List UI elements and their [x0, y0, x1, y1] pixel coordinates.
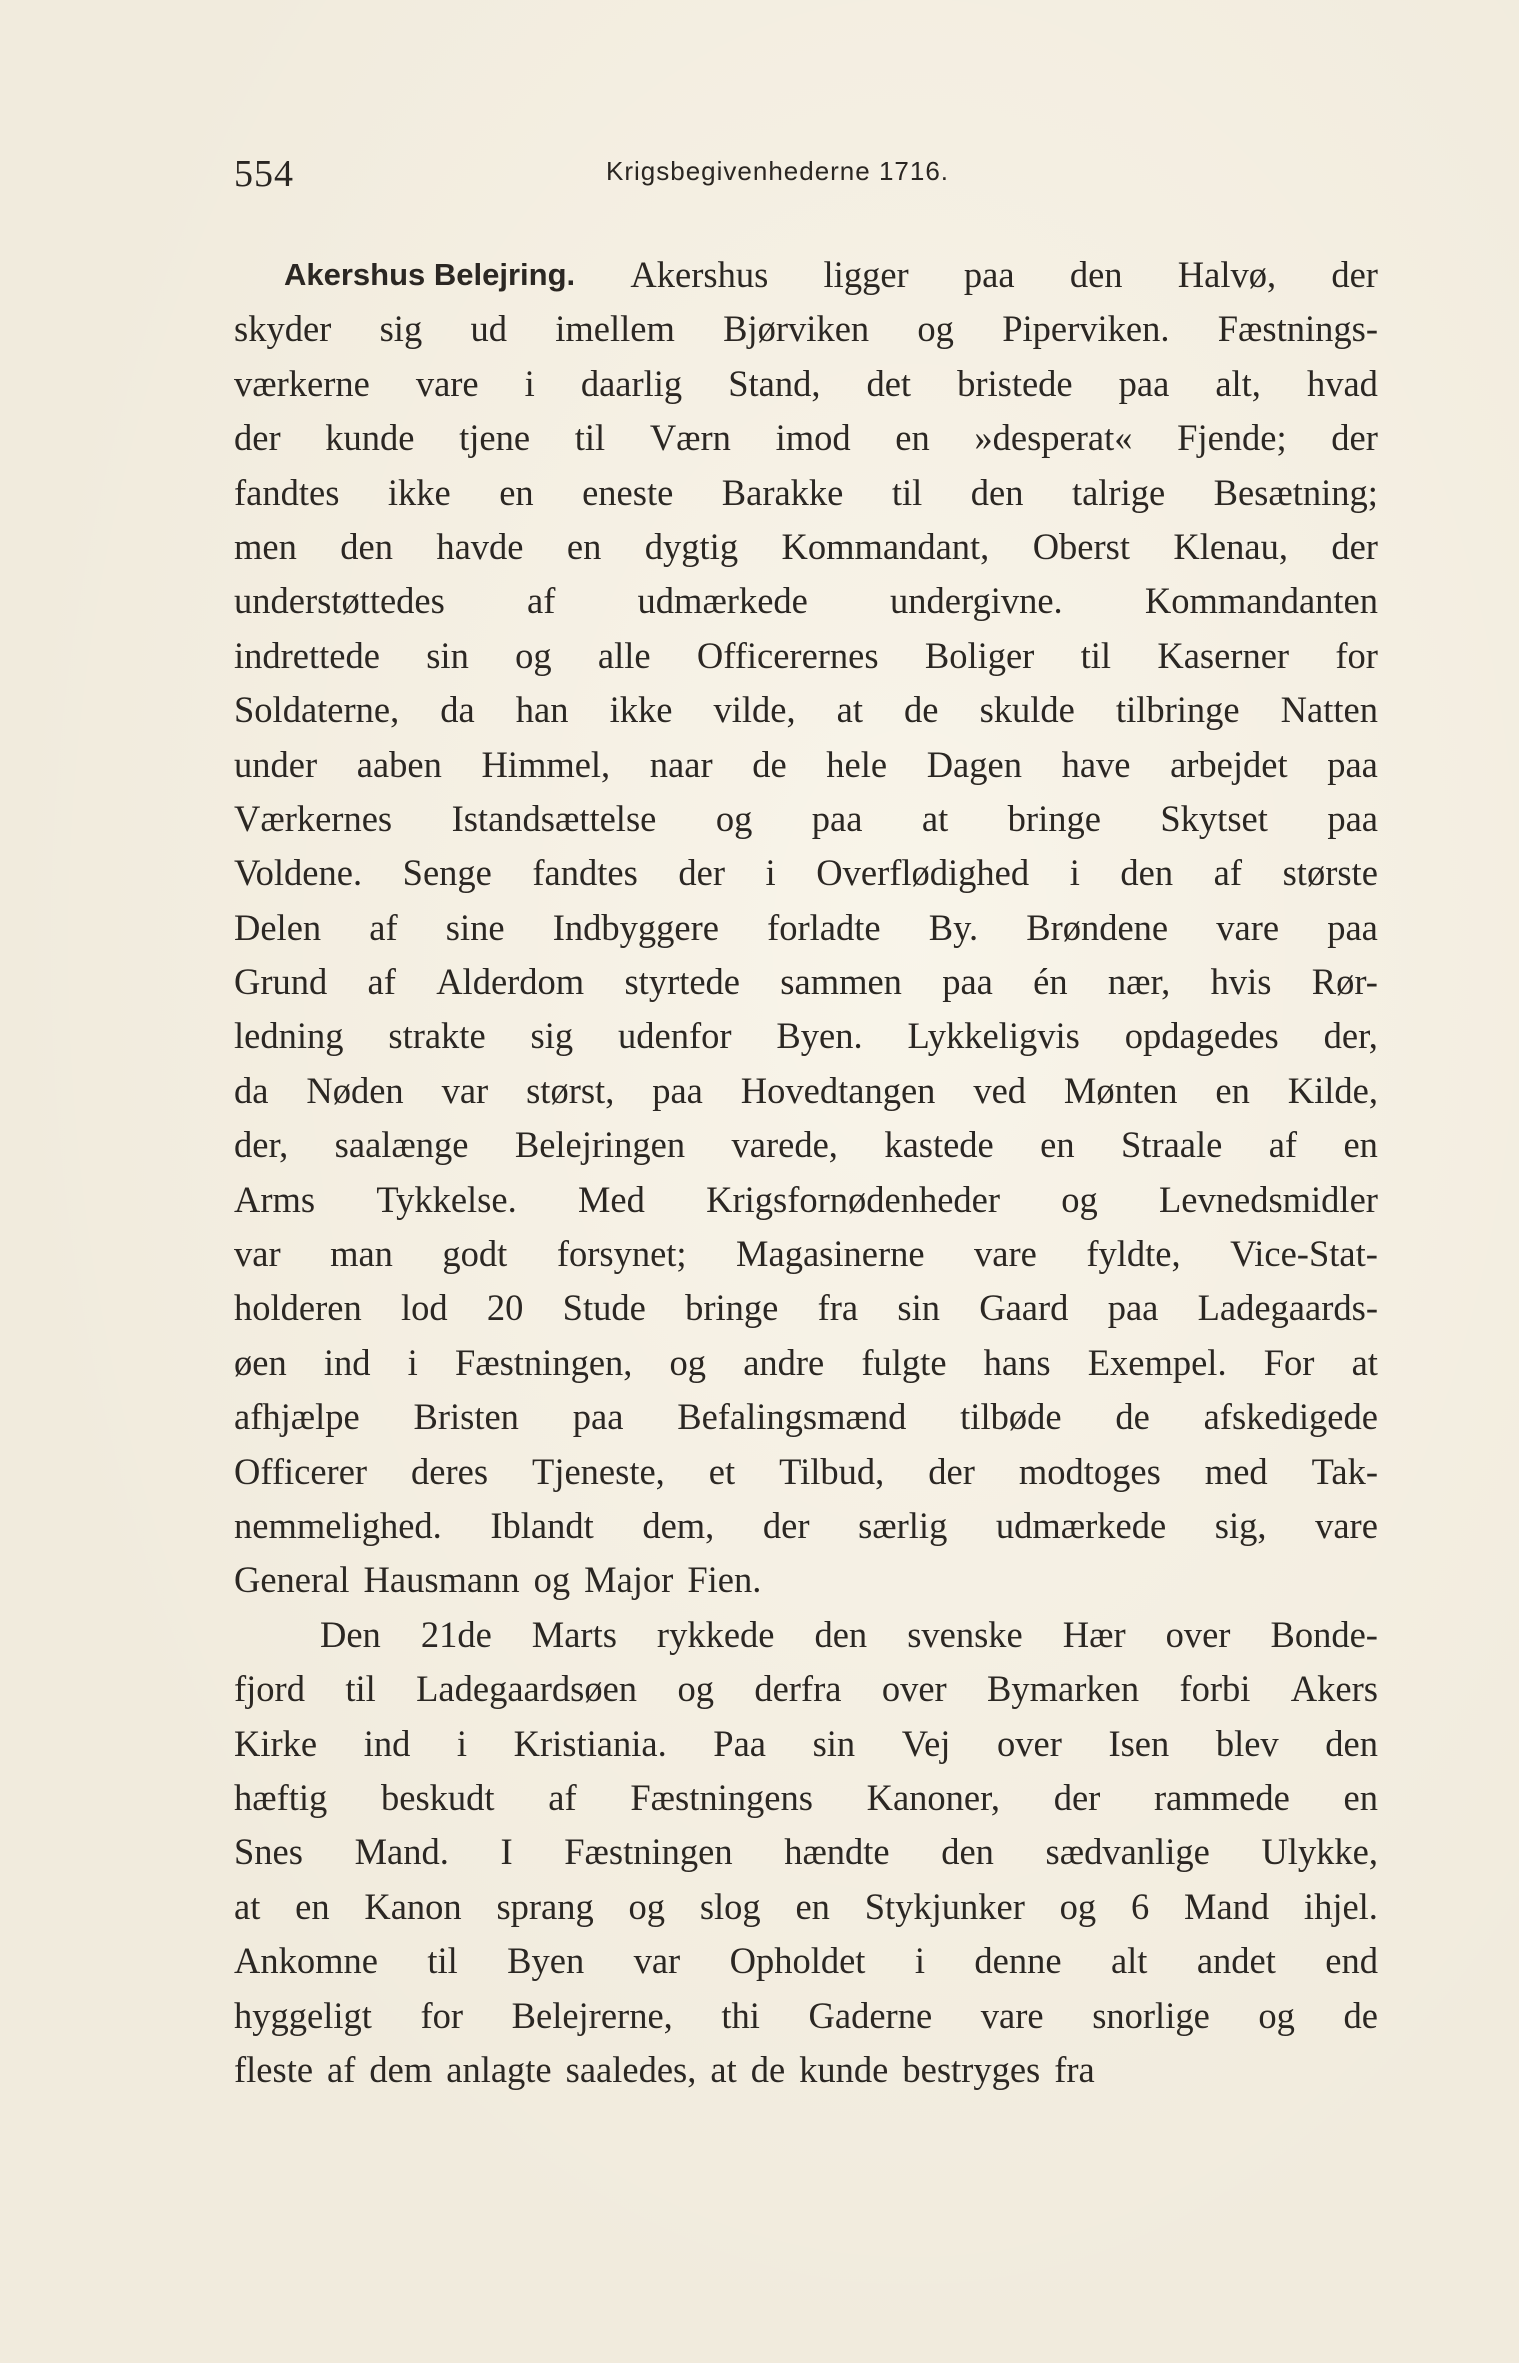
- text-line: Ankomne til Byen var Opholdet i denne alt andet end: [234, 1940, 1378, 1982]
- text-line: værkerne vare i daarlig Stand, det bristede paa alt, hvad: [234, 362, 1378, 404]
- text-line: fandtes ikke en eneste Barakke til den talrige Besætning;: [234, 471, 1378, 513]
- running-head: Krigsbegivenhederne 1716.: [606, 156, 950, 186]
- paragraph: [234, 1608, 1378, 2098]
- text-line: indrettede sin og alle Officerernes Boliger til Kaserner for: [234, 634, 1378, 676]
- text-line: Den 21de Marts rykkede den svenske Hær over Bonde-: [320, 1613, 1378, 1655]
- text-line: men den havde en dygtig Kommandant, Oberst Klenau, der: [234, 525, 1378, 567]
- text-line: der kunde tjene til Værn imod en »desperat« Fjende; der: [234, 417, 1378, 459]
- page-header: [234, 152, 1374, 198]
- text-line: afhjælpe Bristen paa Befalingsmænd tilbøde de afskedigede: [234, 1396, 1378, 1438]
- text-line: Grund af Alderdom styrtede sammen paa én nær, hvis Rør-: [234, 961, 1378, 1003]
- text-line: Voldene. Senge fandtes der i Overflødighed i den af største: [234, 852, 1378, 894]
- text-line: var man godt forsynet; Magasinerne vare fyldte, Vice-Stat-: [234, 1233, 1378, 1275]
- text-line: understøttedes af udmærkede undergivne. Kommandanten: [234, 580, 1378, 622]
- body-text: [234, 248, 1378, 2097]
- text-line: Kirke ind i Kristiania. Paa sin Vej over Isen blev den: [234, 1722, 1378, 1764]
- text-line: Soldaterne, da han ikke vilde, at de skulde tilbringe Natten: [234, 689, 1378, 731]
- text-line: Delen af sine Indbyggere forladte By. Brøndene vare paa: [234, 906, 1378, 948]
- text-line: der, saalænge Belejringen varede, kastede en Straale af en: [234, 1124, 1378, 1166]
- paragraph: [234, 248, 1378, 1608]
- text-line: nemmelighed. Iblandt dem, der særlig udmærkede sig, vare: [234, 1504, 1378, 1546]
- text-line: Snes Mand. I Fæstningen hændte den sædvanlige Ulykke,: [234, 1831, 1378, 1873]
- text-line: fjord til Ladegaardsøen og derfra over Bymarken forbi Akers: [234, 1668, 1378, 1710]
- text-line: skyder sig ud imellem Bjørviken og Piperviken. Fæstnings-: [234, 308, 1378, 350]
- page-number: 554: [234, 153, 294, 195]
- text-line: Officerer deres Tjeneste, et Tilbud, der modtoges med Tak-: [234, 1450, 1378, 1492]
- text-line: øen ind i Fæstningen, og andre fulgte hans Exempel. For at: [234, 1341, 1378, 1383]
- text-line: Værkernes Istandsættelse og paa at bringe Skytset paa: [234, 797, 1378, 839]
- text-line: ledning strakte sig udenfor Byen. Lykkeligvis opdagedes der,: [234, 1015, 1378, 1057]
- text-line: Arms Tykkelse. Med Krigsfornødenheder og Levnedsmidler: [234, 1178, 1378, 1220]
- text-line: at en Kanon sprang og slog en Stykjunker og 6 Mand ihjel.: [234, 1885, 1378, 1927]
- text-line: under aaben Himmel, naar de hele Dagen have arbejdet paa: [234, 743, 1378, 785]
- text-line: General Hausmann og Major Fien.: [234, 1559, 762, 1601]
- section-heading: Akershus Belejring.: [284, 257, 576, 292]
- text-line: Akershus Belejring. Akershus ligger paa den Halvø, der: [234, 248, 1378, 302]
- text-line: holderen lod 20 Stude bringe fra sin Gaard paa Ladegaards-: [234, 1287, 1378, 1329]
- text-line: da Nøden var størst, paa Hovedtangen ved Mønten en Kilde,: [234, 1069, 1378, 1111]
- text-line: fleste af dem anlagte saaledes, at de kunde bestryges fra: [234, 2048, 1095, 2090]
- text-line: hyggeligt for Belejrerne, thi Gaderne vare snorlige og de: [234, 1994, 1378, 2036]
- text-line: hæftig beskudt af Fæstningens Kanoner, der rammede en: [234, 1776, 1378, 1818]
